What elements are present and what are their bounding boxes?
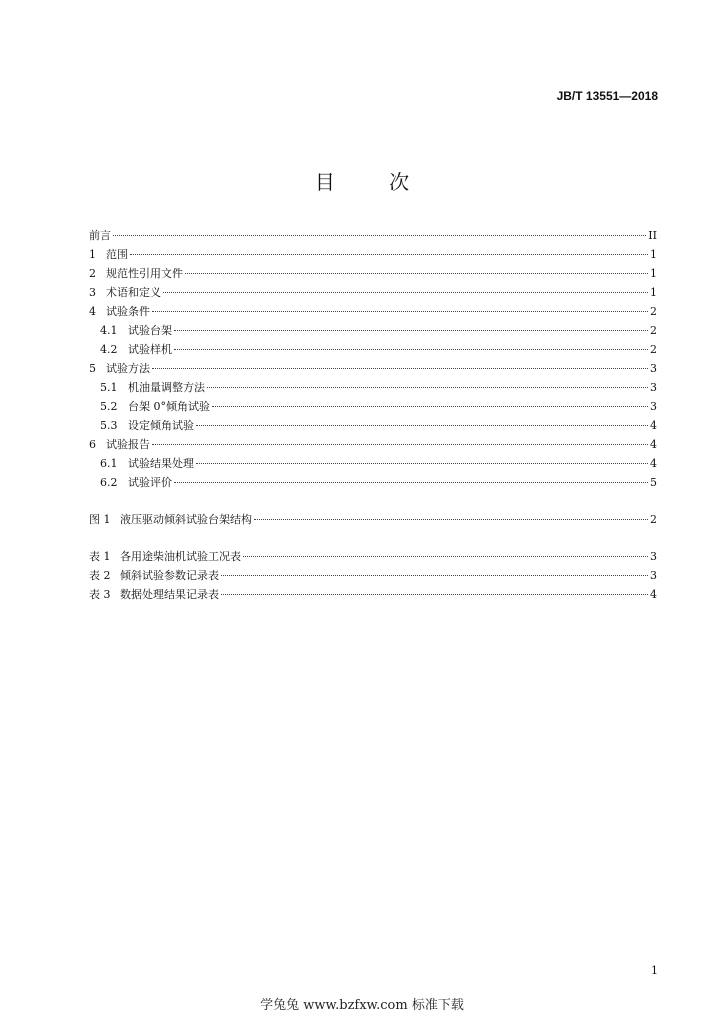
toc-subentry[interactable] — [89, 321, 657, 340]
footer-watermark: 学兔兔 www.bzfxw.com 标准下载 — [260, 998, 464, 1013]
dot-leader — [163, 283, 648, 293]
dot-leader — [152, 359, 648, 369]
figure-text: 液压驱动倾斜试验台架结构 — [120, 513, 252, 526]
dot-leader — [174, 340, 648, 350]
table-page: 4 — [650, 588, 657, 601]
dot-leader — [207, 378, 648, 388]
toc-subentry[interactable] — [89, 397, 657, 416]
toc-entry-number: 4.1 — [100, 324, 118, 337]
toc-entry-text: 试验条件 — [106, 305, 150, 318]
toc-entry-text: 规范性引用文件 — [106, 267, 183, 280]
toc-entry-page: 4 — [650, 419, 657, 432]
dot-leader — [152, 302, 648, 312]
dot-leader — [243, 547, 648, 557]
toc-entry-foreword[interactable] — [89, 226, 657, 245]
dot-leader — [113, 226, 646, 236]
table-number: 表 3 — [89, 588, 111, 601]
page-title: 目 次 — [314, 170, 434, 194]
toc-entry[interactable] — [89, 245, 657, 264]
toc-entry-text: 前言 — [89, 229, 111, 242]
table-text: 各用途柴油机试验工况表 — [120, 550, 241, 563]
toc-entry-text: 机油量调整方法 — [128, 381, 205, 394]
figure-entry[interactable] — [89, 510, 657, 529]
toc-entry-page: 2 — [650, 305, 657, 318]
toc-entry-page: 3 — [650, 400, 657, 413]
figure-number: 图 1 — [89, 513, 111, 526]
toc-entry-page: 4 — [650, 438, 657, 451]
table-of-contents — [89, 226, 657, 604]
dot-leader — [221, 585, 648, 595]
toc-entry-number: 4.2 — [100, 343, 118, 356]
dot-leader — [185, 264, 648, 274]
table-entry[interactable] — [89, 585, 657, 604]
toc-entry-number: 3 — [89, 286, 96, 299]
toc-entry-number: 6.1 — [100, 457, 118, 470]
toc-entry-number: 6 — [89, 438, 96, 451]
toc-entry-number: 4 — [89, 305, 96, 318]
toc-entry-text: 试验结果处理 — [128, 457, 194, 470]
toc-entry-page: 3 — [650, 381, 657, 394]
toc-entry-text: 范围 — [106, 248, 128, 261]
toc-entry-text: 试验方法 — [106, 362, 150, 375]
toc-entry-page: 5 — [650, 476, 657, 489]
toc-subentry[interactable] — [89, 378, 657, 397]
dot-leader — [221, 566, 648, 576]
toc-entry-number: 5.1 — [100, 381, 118, 394]
toc-subentry[interactable] — [89, 454, 657, 473]
toc-entry-text: 试验评价 — [128, 476, 172, 489]
toc-entry-text: 台架 0°倾角试验 — [128, 400, 210, 413]
toc-entry-text: 设定倾角试验 — [128, 419, 194, 432]
dot-leader — [212, 397, 648, 407]
toc-subentry[interactable] — [89, 340, 657, 359]
toc-entry-page: 1 — [650, 248, 657, 261]
toc-entry-text: 试验样机 — [128, 343, 172, 356]
figure-page: 2 — [650, 513, 657, 526]
table-text: 数据处理结果记录表 — [120, 588, 219, 601]
dot-leader — [196, 416, 648, 426]
toc-entry-page: 2 — [650, 343, 657, 356]
page-number: 1 — [651, 964, 658, 977]
toc-entry-number: 5.3 — [100, 419, 118, 432]
dot-leader — [174, 321, 648, 331]
dot-leader — [254, 510, 648, 520]
toc-subentry[interactable] — [89, 473, 657, 492]
toc-entry-page: 1 — [650, 267, 657, 280]
toc-subentry[interactable] — [89, 416, 657, 435]
toc-entry-number: 1 — [89, 248, 96, 261]
toc-entry[interactable] — [89, 302, 657, 321]
table-page: 3 — [650, 550, 657, 563]
toc-entry-text: 术语和定义 — [106, 286, 161, 299]
toc-entry-page: 4 — [650, 457, 657, 470]
toc-entry-number: 5.2 — [100, 400, 118, 413]
table-page: 3 — [650, 569, 657, 582]
dot-leader — [130, 245, 648, 255]
toc-entry-page: II — [648, 229, 657, 242]
toc-entry[interactable] — [89, 264, 657, 283]
toc-entry[interactable] — [89, 359, 657, 378]
toc-entry-page: 3 — [650, 362, 657, 375]
table-entry[interactable] — [89, 566, 657, 585]
toc-entry-number: 5 — [89, 362, 96, 375]
toc-entry-text: 试验报告 — [106, 438, 150, 451]
toc-entry-number: 6.2 — [100, 476, 118, 489]
toc-entry-number: 2 — [89, 267, 96, 280]
dot-leader — [196, 454, 648, 464]
toc-entry-page: 1 — [650, 286, 657, 299]
toc-entry[interactable] — [89, 283, 657, 302]
dot-leader — [152, 435, 648, 445]
dot-leader — [174, 473, 648, 483]
toc-entry[interactable] — [89, 435, 657, 454]
standard-code: JB/T 13551—2018 — [556, 89, 658, 103]
table-text: 倾斜试验参数记录表 — [120, 569, 219, 582]
toc-entry-page: 2 — [650, 324, 657, 337]
toc-entry-text: 试验台架 — [128, 324, 172, 337]
table-entry[interactable] — [89, 547, 657, 566]
table-number: 表 1 — [89, 550, 111, 563]
table-number: 表 2 — [89, 569, 111, 582]
